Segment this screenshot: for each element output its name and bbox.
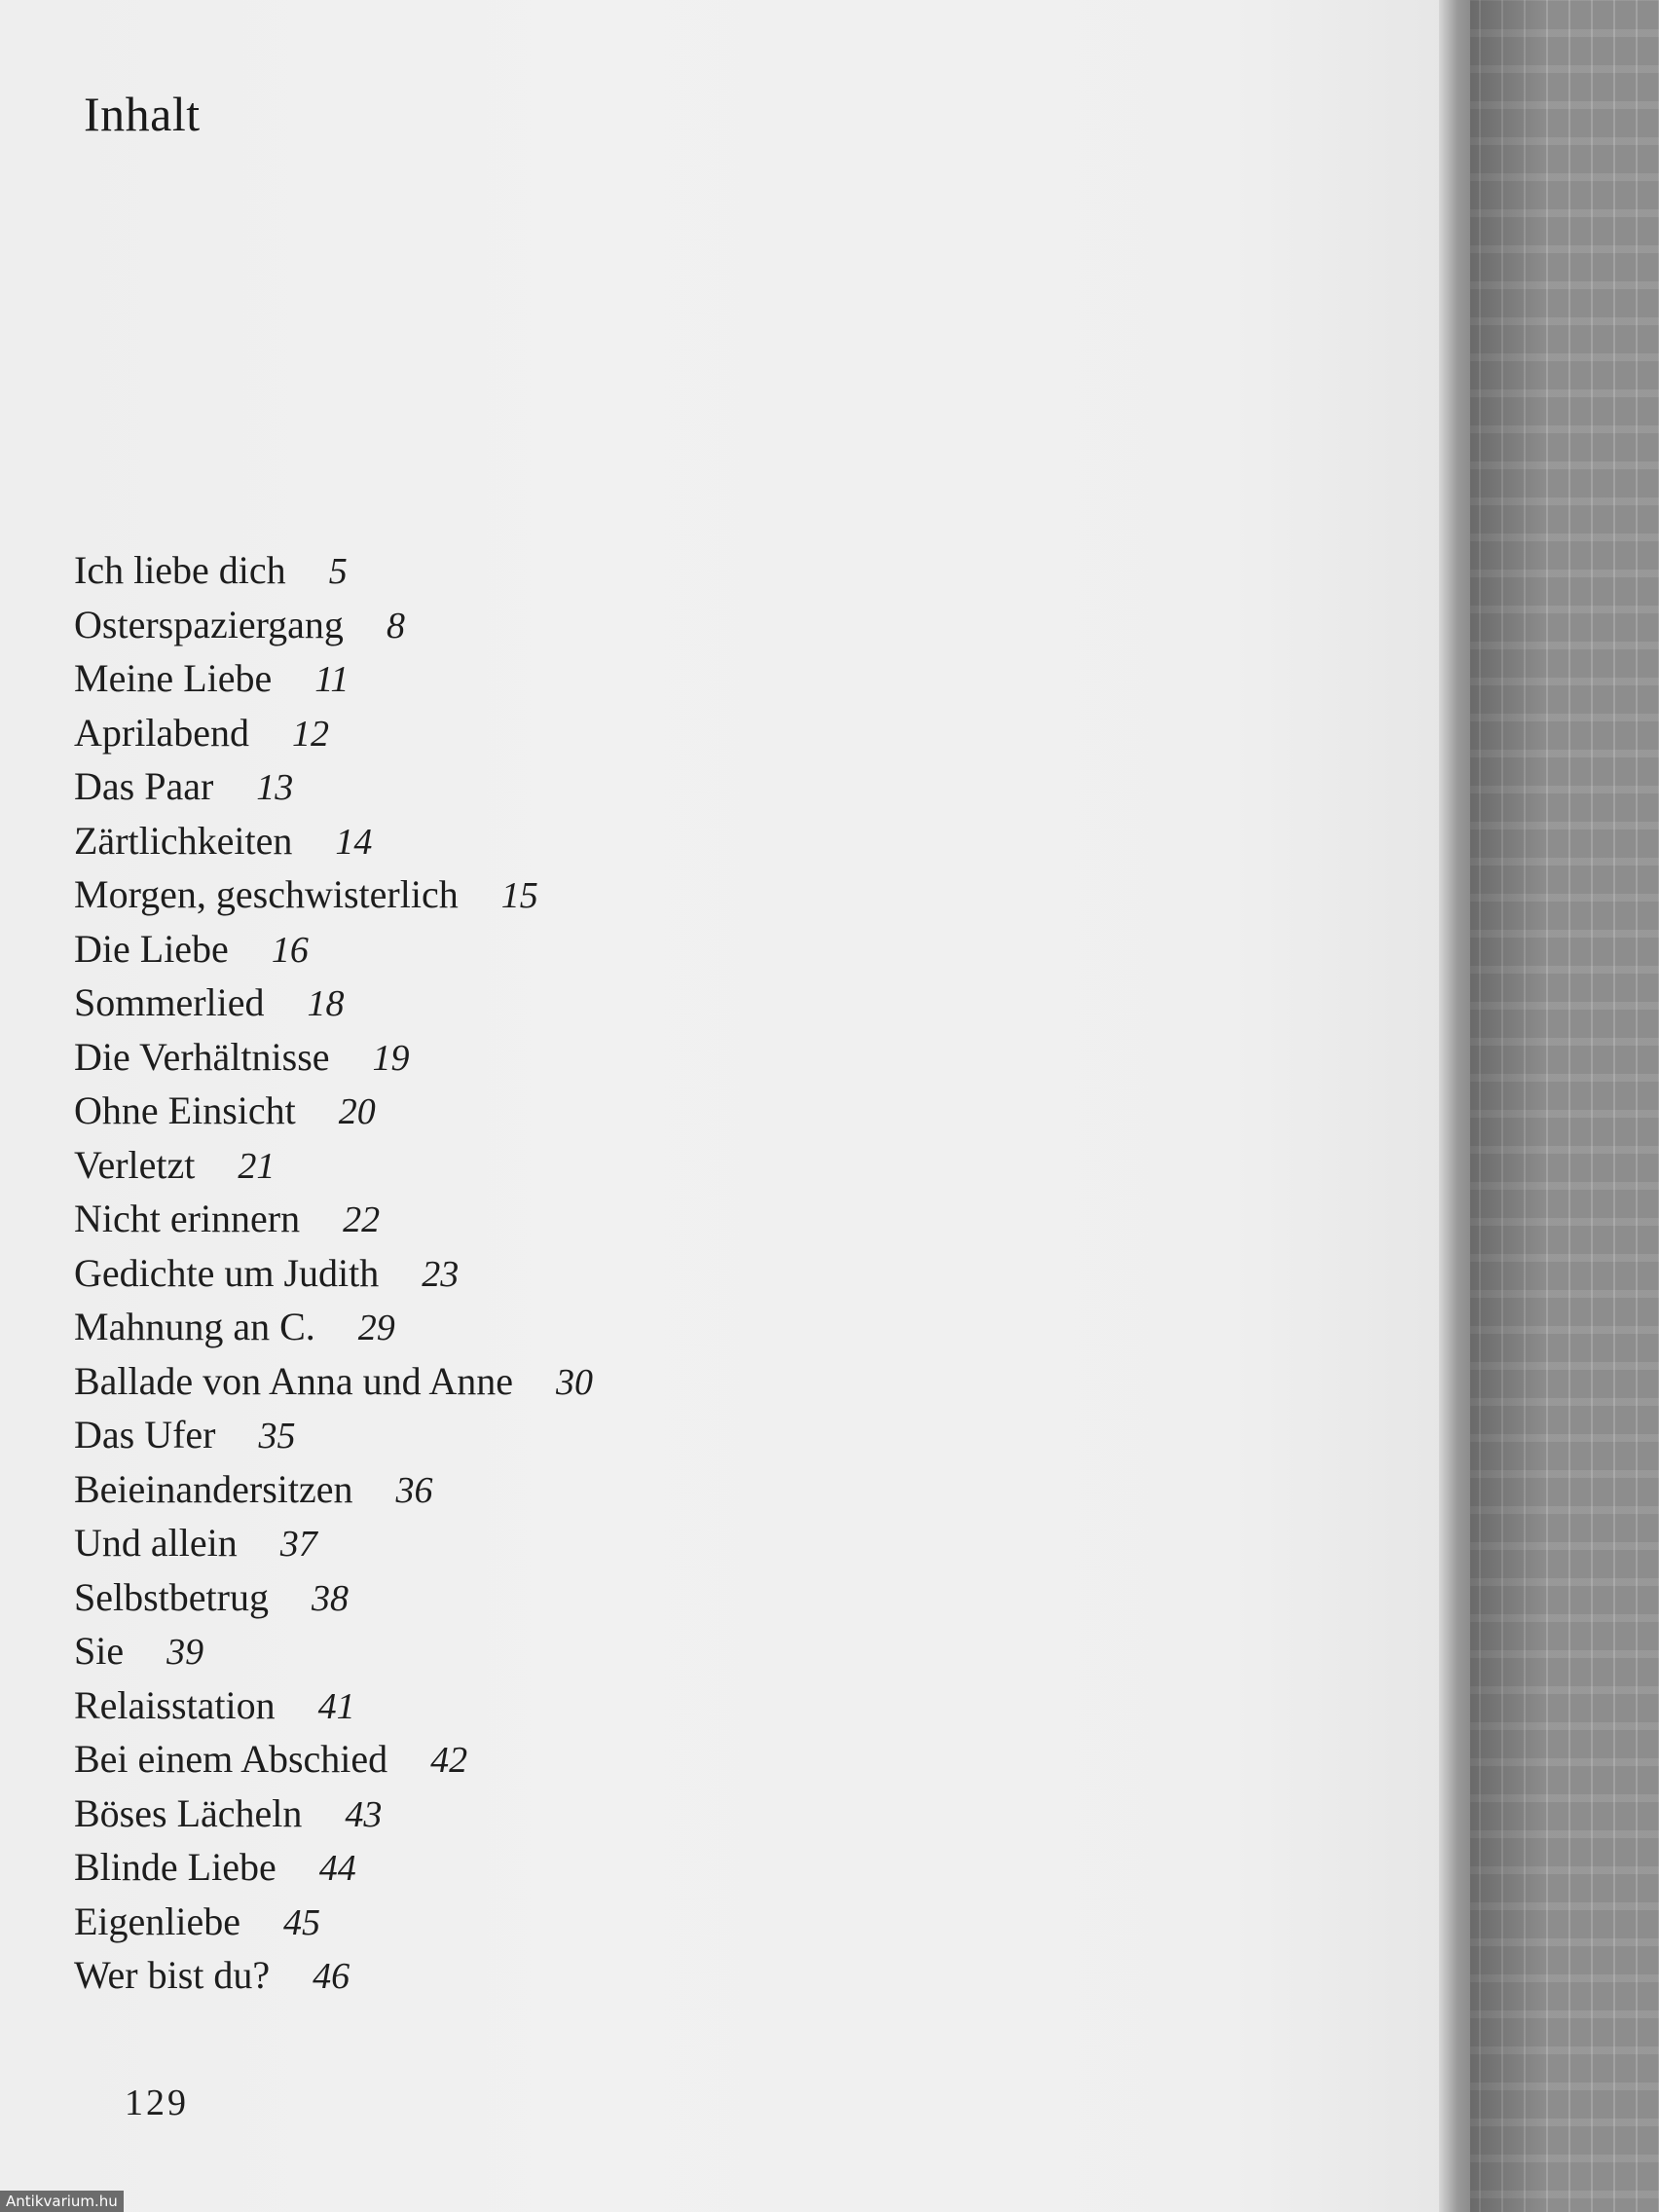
toc-entry xyxy=(74,543,593,598)
toc-entry xyxy=(74,1354,593,1409)
toc-entry-title: Eigenliebe xyxy=(74,1899,241,1943)
toc-entry-page: 18 xyxy=(307,983,345,1024)
toc-entry xyxy=(74,867,593,922)
toc-entry-title: Bei einem Abschied xyxy=(74,1737,388,1781)
cover-shadow xyxy=(1470,0,1548,2212)
toc-entry-title: Ohne Einsicht xyxy=(74,1088,296,1132)
toc-entry-page: 14 xyxy=(335,821,373,863)
toc-entry-title: Relaisstation xyxy=(74,1682,276,1727)
toc-entry-page: 23 xyxy=(422,1253,460,1295)
toc-entry-title: Ballade von Anna und Anne xyxy=(74,1358,514,1403)
toc-entry xyxy=(74,1895,593,1949)
toc-entry-title: Sie xyxy=(74,1629,125,1673)
toc-entry-title: Meine Liebe xyxy=(74,656,273,700)
toc-entry-page: 5 xyxy=(328,551,348,592)
toc-entry-title: Böses Lächeln xyxy=(74,1790,303,1835)
toc-entry-page: 30 xyxy=(556,1361,594,1403)
toc-entry xyxy=(74,1624,593,1678)
toc-entry-title: Sommerlied xyxy=(74,980,265,1024)
toc-entry-page: 41 xyxy=(317,1685,355,1727)
toc-entry-title: Verletzt xyxy=(74,1142,196,1187)
toc-entry xyxy=(74,814,593,868)
toc-entry xyxy=(74,1192,593,1246)
toc-entry-page: 19 xyxy=(372,1037,410,1079)
toc-entry xyxy=(74,1084,593,1138)
toc-entry-page: 45 xyxy=(283,1901,321,1943)
toc-entry xyxy=(74,1948,593,2003)
toc-entry-title: Ich liebe dich xyxy=(74,548,286,592)
toc-entry-title: Beieinandersitzen xyxy=(74,1466,353,1511)
toc-entry-title: Das Paar xyxy=(74,764,214,808)
toc-entry-page: 44 xyxy=(318,1848,356,1889)
toc-entry-page: 22 xyxy=(343,1199,381,1240)
toc-entry xyxy=(74,1732,593,1787)
toc-entry-page: 15 xyxy=(500,875,538,916)
toc-entry-title: Wer bist du? xyxy=(74,1953,271,1997)
toc-entry xyxy=(74,1138,593,1193)
toc-entry xyxy=(74,976,593,1030)
toc-entry xyxy=(74,1678,593,1733)
toc-entry-title: Morgen, geschwisterlich xyxy=(74,872,459,916)
toc-entry-page: 12 xyxy=(291,713,329,755)
toc-entry-title: Zärtlichkeiten xyxy=(74,818,293,863)
toc-entry-page: 16 xyxy=(271,929,309,971)
toc-entry xyxy=(74,1516,593,1570)
toc-entry-page: 29 xyxy=(357,1308,395,1348)
toc-entry xyxy=(74,1570,593,1625)
toc-entry xyxy=(74,651,593,706)
toc-entry xyxy=(74,1462,593,1517)
watermark: Antikvarium.hu xyxy=(0,2191,124,2212)
toc-entry-page: 13 xyxy=(256,767,294,808)
toc-entry xyxy=(74,1840,593,1895)
page-edge xyxy=(1439,0,1472,2212)
toc-entry xyxy=(74,598,593,652)
toc-entry-page: 46 xyxy=(313,1956,350,1997)
toc-entry-page: 37 xyxy=(279,1524,317,1565)
toc-entry xyxy=(74,1246,593,1301)
toc-entry xyxy=(74,759,593,814)
toc-entry-title: Mahnung an C. xyxy=(74,1305,315,1348)
toc-entry xyxy=(74,1030,593,1085)
toc-entry-page: 20 xyxy=(338,1091,376,1132)
toc-entry-title: Blinde Liebe xyxy=(74,1845,276,1889)
toc-entry-page: 38 xyxy=(311,1577,349,1619)
table-of-contents xyxy=(74,543,593,2003)
toc-entry xyxy=(74,922,593,977)
toc-entry-title: Und allein xyxy=(74,1521,238,1565)
toc-entry-page: 8 xyxy=(386,605,405,646)
toc-entry xyxy=(74,1300,593,1354)
toc-entry-page: 43 xyxy=(345,1793,383,1835)
toc-entry-page: 42 xyxy=(430,1740,468,1781)
page-title: Inhalt xyxy=(84,87,201,141)
toc-entry-page: 11 xyxy=(314,659,350,700)
toc-entry xyxy=(74,1787,593,1841)
toc-entry-page: 39 xyxy=(166,1632,204,1673)
page-number: 129 xyxy=(125,2083,189,2123)
toc-entry-title: Die Liebe xyxy=(74,926,229,971)
toc-entry-title: Gedichte um Judith xyxy=(74,1250,380,1295)
toc-entry-page: 21 xyxy=(238,1145,276,1187)
toc-entry xyxy=(74,1408,593,1462)
toc-entry-page: 36 xyxy=(395,1469,433,1511)
toc-entry-title: Das Ufer xyxy=(74,1413,216,1456)
toc-entry-title: Nicht erinnern xyxy=(74,1197,301,1240)
toc-entry-title: Osterspaziergang xyxy=(74,602,344,646)
toc-entry-title: Die Verhältnisse xyxy=(74,1034,330,1079)
toc-entry xyxy=(74,706,593,760)
toc-entry-page: 35 xyxy=(258,1416,296,1456)
toc-entry-title: Aprilabend xyxy=(74,710,249,755)
toc-entry-title: Selbstbetrug xyxy=(74,1574,269,1619)
